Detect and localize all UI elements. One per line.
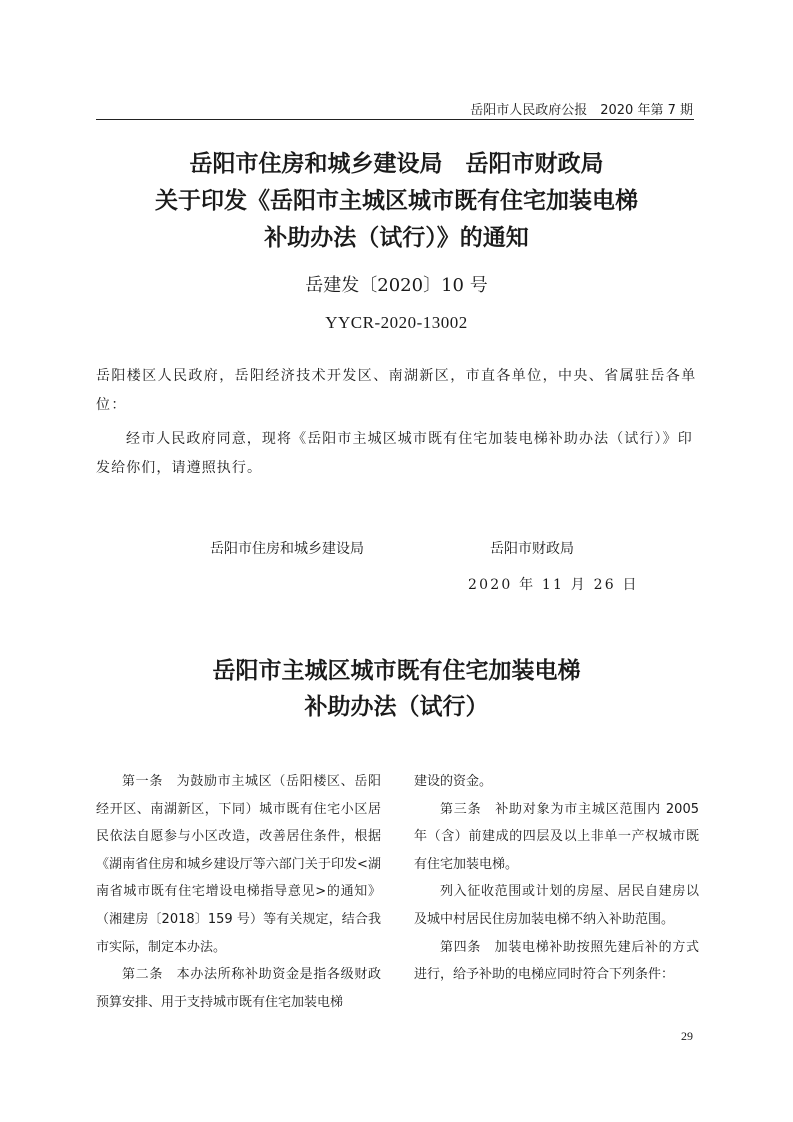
signer-housing-bureau: 岳阳市住房和城乡建设局	[210, 541, 364, 557]
article-2: 第二条 本办法所称补助资金是指各级财政预算安排、用于支持城市既有住宅加装电梯	[96, 967, 381, 1010]
measures-title-line: 岳阳市主城区城市既有住宅加装电梯	[212, 657, 581, 684]
article-2-continuation: 建设的资金。	[414, 774, 493, 789]
notice-title-line: 岳阳市住房和城乡建设局 岳阳市财政局	[189, 150, 604, 177]
notice-body: 经市人民政府同意，现将《岳阳市主城区城市既有住宅加装电梯补助办法（试行）》印发给你们，请遵照执行。	[96, 431, 693, 476]
right-column	[414, 768, 699, 989]
recipients: 岳阳楼区人民政府，岳阳经济技术开发区、南湖新区，市直各单位，中央、省属驻岳各单位：	[96, 368, 697, 413]
document-code: YYCR-2020-13002	[325, 313, 468, 332]
notice-title	[96, 145, 697, 256]
article-1: 第一条 为鼓励市主城区（岳阳楼区、岳阳经开区、南湖新区，下同）城市既有住宅小区居民依法自愿参与小区改造，改善居住条件，根据《湖南省住房和城乡建设厅等六部门关于印发<湖南省城市既有住宅增设电梯指导意见>的通知》（湘建房〔2018〕159 号）等有关规定，结合我市实际，制定本办法。	[96, 774, 381, 955]
header-rule	[96, 119, 694, 120]
notice-title-line: 关于印发《岳阳市主城区城市既有住宅加装电梯	[155, 187, 638, 214]
signing-date: 2020 年 11 月 26 日	[468, 577, 639, 593]
article-3-exclusion: 列入征收范围或计划的房屋、居民自建房以及城中村居民住房加装电梯不纳入补助范围。	[414, 884, 699, 927]
measures-title	[96, 653, 697, 725]
article-3: 第三条 补助对象为市主城区范围内 2005 年（含）前建成的四层及以上非单一产权城市既有住宅加装电梯。	[414, 801, 699, 872]
notice-title-line: 补助办法（试行）》的通知	[264, 224, 529, 251]
article-4: 第四条 加装电梯补助按照先建后补的方式进行，给予补助的电梯应同时符合下列条件：	[414, 939, 699, 983]
measures-title-line: 补助办法（试行）	[304, 693, 489, 720]
signer-finance-bureau: 岳阳市财政局	[490, 541, 574, 557]
running-header: 岳阳市人民政府公报 2020 年第 7 期	[470, 103, 693, 118]
left-column	[96, 768, 381, 1016]
page-number: 29	[681, 1029, 693, 1043]
document-number: 岳建发〔2020〕10 号	[305, 275, 488, 296]
